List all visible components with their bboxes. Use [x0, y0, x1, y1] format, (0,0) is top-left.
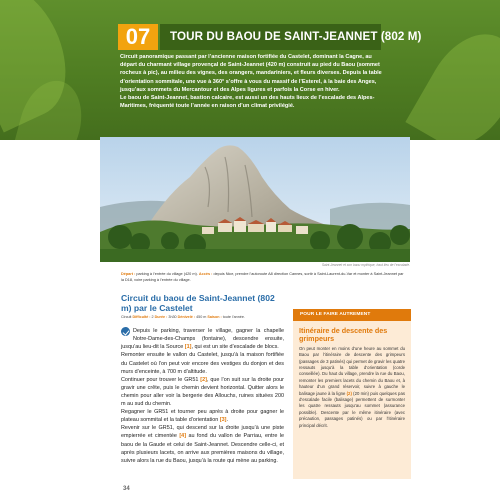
acces-text: depuis Nice, prendre l’autoroute A8 direction Cannes, sortir à Saint-Laurent-du-Var et monter à Saint-Jeannet par la D18, voire parking à l’entrée du village.	[121, 272, 404, 282]
route-number: 07	[118, 24, 158, 50]
season-value: toute l’année.	[222, 315, 245, 320]
paragraph-text: Depuis le parking, traverser le village, gagner la chapelle Notre-Dame-des-Champs (fontaine), descendre ensuite, jusqu’au lieu-dit la Source	[121, 328, 284, 351]
waypoint-ref: [1]	[184, 344, 192, 351]
sidebar-text	[299, 346, 405, 429]
sidebar-title: Itinéraire de descente des grimpeurs	[299, 326, 388, 344]
duration-label: Durée :	[154, 315, 168, 320]
photo-caption: Saint-Jeannet et son baou mythique, haut lieu de l’escalade.	[321, 263, 410, 267]
paragraph-text: .	[226, 417, 229, 424]
landscape-photo	[100, 137, 410, 262]
intro-paragraph: Le baou de Saint-Jeannet, bastion calcaire, est aussi un des hauts lieux de l’escalade des Alpes-Maritimes, fréquenté toute l’année en raison d’un climat privilégié.	[120, 95, 375, 110]
acces-label: Accès :	[198, 272, 213, 276]
header-band	[0, 0, 500, 140]
depart-label: Départ :	[121, 272, 136, 276]
difficulty-label: Difficulté :	[132, 315, 151, 320]
paragraph-text: Regagner le GR51 et tourner peu après à droite pour gagner le plateau sommital et la table d’orientation	[121, 409, 284, 424]
paragraph-text: , qui est un site d’escalade de blocs.	[191, 344, 279, 351]
main-column	[121, 294, 284, 465]
waypoint-ref: (2)	[346, 390, 352, 396]
paragraph-text: au fond du vallon de Parriau, entre le baou de la Gaude et celui de Saint-Jeannet. Descendre celle-ci, et après plusieurs lacets, on arrive aux premières maisons du village, suivre alors la rue du Baou, jusqu’à la route qui mène au parking.	[121, 433, 284, 464]
depart-text: parking à l’entrée du village (420 m).	[135, 272, 199, 276]
baou-illustration	[100, 137, 410, 262]
route-title: TOUR DU BAOU DE SAINT-JEANNET (802 M)	[160, 24, 381, 50]
waypoint-ref: [3]	[219, 417, 227, 424]
season-label: Saison :	[207, 315, 222, 320]
sidebar-header: POUR LE FAIRE AUTREMENT	[293, 309, 411, 321]
start-marker-icon	[121, 327, 130, 336]
duration-value: 3h30	[168, 315, 177, 320]
intro-text	[120, 53, 383, 110]
paragraph-text: Continuer pour trouver le GR51	[121, 376, 201, 383]
elevation-label: Dénivelé :	[177, 315, 196, 320]
waypoint-ref: [4]	[179, 433, 187, 440]
waypoint-ref: [2]	[200, 376, 207, 383]
paragraph-text: , que l’on suit sur la droite pour gravir une crête, puis le chemin devient horizontal. Quitter alors le chemin pour aller voir la bergerie des Allouchs, ruines situées 200 m au sud du chemin.	[121, 376, 284, 408]
difficulty-value: 2	[151, 315, 154, 320]
sidebar-paragraph: On peut monter en moins d’une heure au sommet du Baou par l’itinéraire de descente des grimpeurs (passages de 3 patinés) qui permet de gravir les quatre ressauts jusqu’à la table d’orientation (corde conseillée). Du haut du village, prendre la rue du Baou, remonter les premiers lacets du chemin du Baou et, à hauteur d’un grand réservoir, suivre à gauche le balisage jaune à la ligne	[299, 345, 405, 396]
route-description	[121, 327, 284, 465]
paragraph-text: Remonter ensuite le vallon du Castelet, jusqu’à la maison fortifiée du Castelet où l’on peut voir encore des vestiges du donjon et des murs d’enceinte, à 700 m d’altitude.	[121, 352, 284, 375]
page-number: 34	[123, 486, 130, 492]
access-info	[121, 271, 407, 283]
sidebar-paragraph: (20 min) puis quelques pas d’escalade facile (balisage) permettent de surmonter les quatre ressauts jusqu’au sommet (assurance possible). Descente par le même itinéraire (avec précaution, passages patinés) ou par l’itinéraire principal décrit.	[299, 390, 405, 428]
elevation-value: 450 m	[196, 315, 207, 320]
intro-paragraph: Circuit panoramique passant par l’ancienne maison fortifiée du Castelet, dominant la Cagne, au départ du charmant village provençal de Saint-Jeannet (420 m) construit au pied du Baou (sommet rocheux à pic), au milieu des vignes, des orangers, mandariniers, et fleurs diverses. Depuis la table d’orientation sommitale, une vue à 360° s’offre à vous du massif de l’Esterel, à la baie des Anges, jusqu’aux sommets du Mercantour et des Alpes ligures et parfois la Corse en hiver.	[120, 54, 382, 93]
circuit-label: Circuit	[121, 315, 132, 320]
section-title: Circuit du baou de Saint-Jeannet (802 m) par le Castelet	[121, 293, 275, 313]
route-info-line	[121, 315, 284, 319]
paragraph-text: Revenir sur le GR51, qui descend sur la droite jusqu’à une piste empierrée et cimentée	[121, 425, 284, 440]
sidebar-box	[293, 309, 411, 479]
